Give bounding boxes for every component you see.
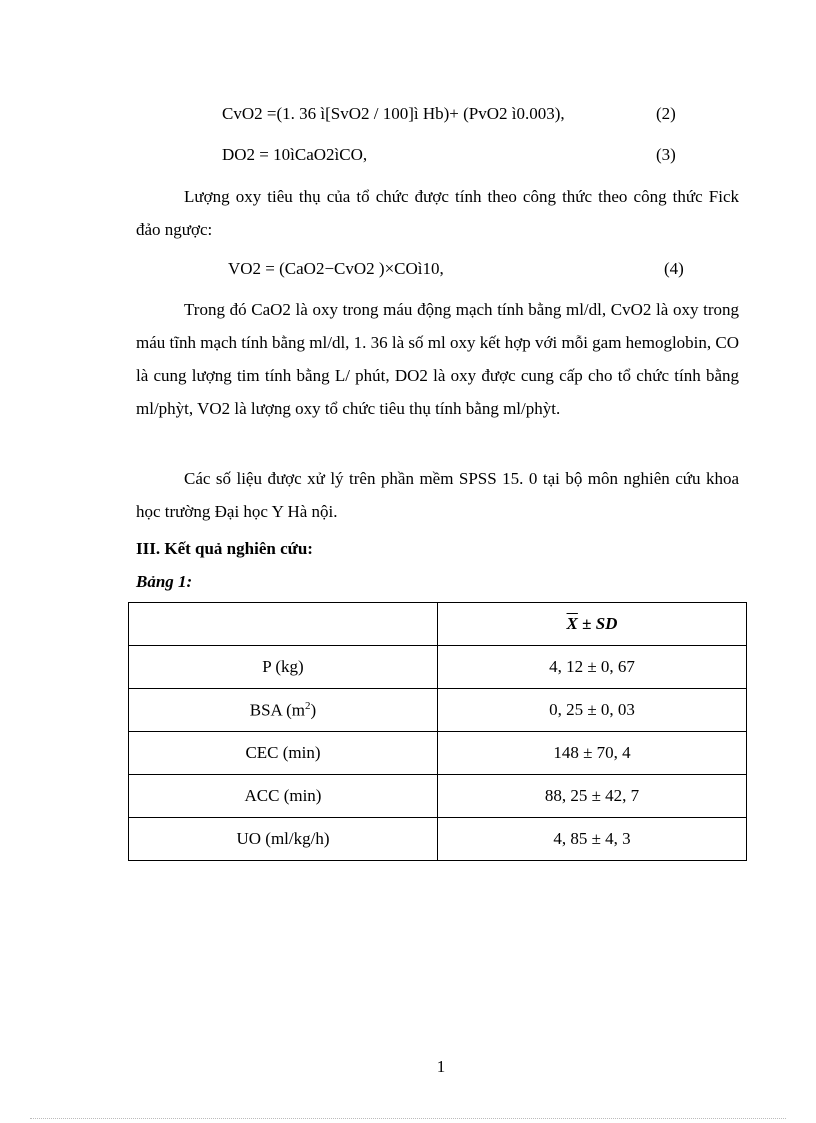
table-row <box>129 689 747 732</box>
table-row-value: 4, 85 ± 4, 3 <box>438 818 747 861</box>
table-row <box>129 818 747 861</box>
table-header-sd: ± SD <box>577 614 618 633</box>
paragraph-definitions <box>136 293 739 425</box>
paragraph-fick <box>136 180 739 246</box>
table-row-value: 88, 25 ± 42, 7 <box>438 775 747 818</box>
table-row-value: 4, 12 ± 0, 67 <box>438 646 747 689</box>
paragraph-fick-text: Lượng oxy tiêu thụ của tổ chức được tính theo công thức theo công thức Fick đảo ngược: <box>136 187 739 239</box>
table-row-label: CEC (min) <box>129 732 438 775</box>
table-row <box>129 646 747 689</box>
table-row-label <box>129 689 438 732</box>
equation-4-number: (4) <box>664 259 684 278</box>
table-header-row <box>129 603 747 646</box>
bsa-label-end: ) <box>310 700 317 720</box>
table-row <box>129 732 747 775</box>
equation-4 <box>228 259 444 279</box>
table-row <box>129 775 747 818</box>
equation-3 <box>222 145 367 165</box>
table-caption: Bảng 1: <box>136 572 193 591</box>
table-row-label: UO (ml/kg/h) <box>129 818 438 861</box>
equation-2-text: CvO2 =(1. 36 ì[SvO2 / 100]ì Hb)+ (PvO2 ì0.003), <box>222 104 565 123</box>
bsa-label-superscript: 2 <box>305 699 311 712</box>
section-heading: III. Kết quả nghiên cứu: <box>136 539 313 558</box>
table-header-stat <box>438 603 747 646</box>
table-row-label: P (kg) <box>129 646 438 689</box>
bsa-label: BSA (m <box>249 700 306 720</box>
equation-2-number: (2) <box>656 104 676 123</box>
xbar-symbol: $\overline{X}$ <box>566 614 578 633</box>
equation-3-number: (3) <box>656 145 676 164</box>
page-bottom-divider <box>30 1118 786 1119</box>
page-number: 1 <box>436 1057 446 1076</box>
paragraph-spss-text: Các số liệu được xử lý trên phần mềm SPSS 15. 0 tại bộ môn nghiên cứu khoa học trường Đại học Y Hà nội. <box>136 469 739 521</box>
table-header-empty <box>129 603 438 646</box>
equation-3-text: DO2 = 10ìCaO2ìCO, <box>222 145 368 164</box>
equation-2 <box>222 104 565 124</box>
table-row-value: 0, 25 ± 0, 03 <box>438 689 747 732</box>
paragraph-spss <box>136 462 739 528</box>
table-row-label: ACC (min) <box>129 775 438 818</box>
equation-4-text: VO2 = (CaO2−CvO2 )×COì10, <box>228 259 444 278</box>
results-table <box>128 602 747 861</box>
paragraph-definitions-text: Trong đó CaO2 là oxy trong máu động mạch tính bằng ml/dl, CvO2 là oxy trong máu tĩnh mạch tính bằng ml/dl, 1. 36 là số ml oxy kết hợp với mỗi gam hemoglobin, CO là cung lượng tim tính bằng L/ phút, DO2 là oxy được cung cấp cho tổ chức tính bằng ml/phỳt, VO2 là lượng oxy tổ chức tiêu thụ tính bằng ml/phỳt. <box>136 300 740 418</box>
table-row-value: 148 ± 70, 4 <box>438 732 747 775</box>
